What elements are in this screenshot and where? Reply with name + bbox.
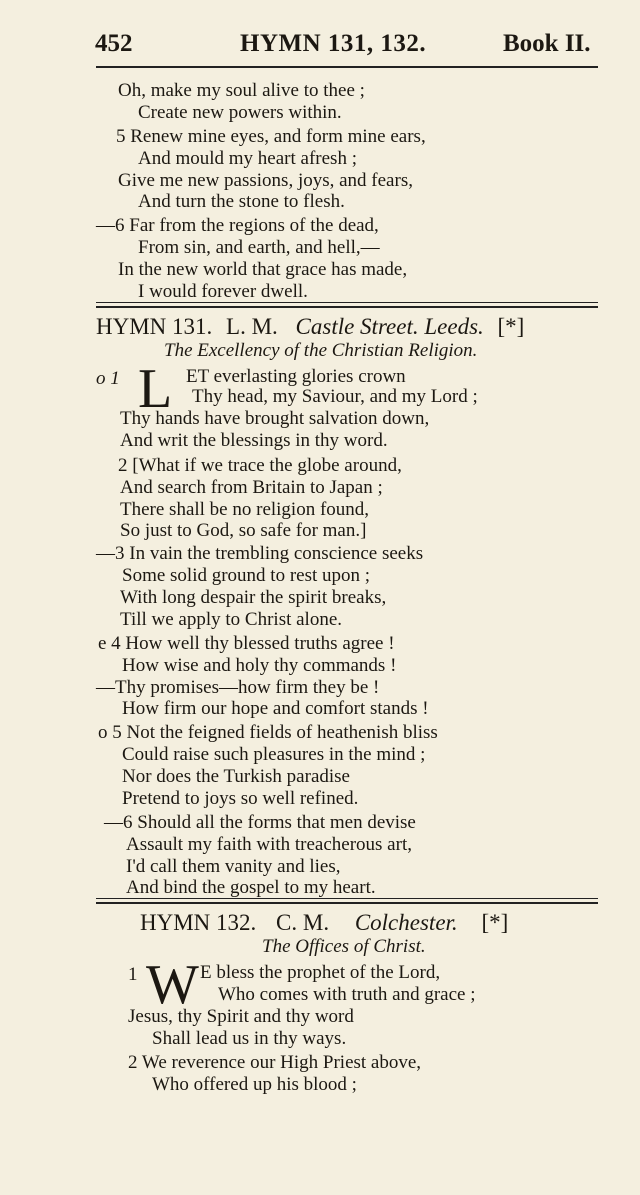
verse-line: And mould my heart afresh ;	[138, 148, 357, 169]
verse-line: In the new world that grace has made,	[118, 259, 408, 280]
verse-line: And bind the gospel to my heart.	[126, 877, 376, 898]
verse-line: And writ the blessings in thy word.	[120, 430, 388, 451]
verse-line: So just to God, so safe for man.]	[120, 520, 367, 541]
drop-cap: L	[138, 358, 173, 420]
verse-line: 2 We reverence our High Priest above,	[128, 1052, 422, 1073]
verse-line: I'd call them vanity and lies,	[126, 856, 341, 877]
verse-line: ET everlasting glories crown	[186, 366, 406, 387]
verse-line: Who comes with truth and grace ;	[218, 984, 476, 1005]
hymn-heading	[96, 314, 524, 340]
verse-line: Thy head, my Saviour, and my Lord ;	[192, 386, 478, 407]
running-title: HYMN 131, 132.	[240, 30, 427, 57]
verse-line: And turn the stone to flesh.	[138, 191, 345, 212]
verse-line: How wise and holy thy commands !	[122, 655, 397, 676]
verse-line: E bless the prophet of the Lord,	[200, 962, 441, 983]
verse-line: Create new powers within.	[138, 102, 342, 123]
verse-line: Pretend to joys so well refined.	[122, 788, 359, 809]
verse-line: o 5 Not the feigned fields of heathenish bliss	[98, 722, 438, 743]
verse-line: Jesus, thy Spirit and thy word	[128, 1006, 354, 1027]
hymn-subtitle: The Excellency of the Christian Religion.	[164, 340, 478, 361]
verse-line: e 4 How well thy blessed truths agree !	[98, 633, 395, 654]
verse-line: —6 Far from the regions of the dead,	[96, 215, 379, 236]
page-header	[0, 30, 640, 66]
verse-line: —3 In vain the trembling conscience seeks	[96, 543, 424, 564]
verse-line: I would forever dwell.	[138, 281, 308, 302]
page-number: 452	[95, 30, 133, 57]
stanza-number: o 1	[96, 368, 120, 389]
section-rule	[96, 902, 598, 904]
section-rule	[96, 306, 598, 308]
hymn-number: HYMN 132.	[140, 910, 257, 935]
hymn-heading	[140, 910, 508, 936]
verse-line: 2 [What if we trace the globe around,	[118, 455, 402, 476]
verse-line: Oh, make my soul alive to thee ;	[118, 80, 365, 101]
verse-line: With long despair the spirit breaks,	[120, 587, 387, 608]
verse-line: How firm our hope and comfort stands !	[122, 698, 429, 719]
stanza-number: 1	[128, 964, 138, 985]
hymn-meter: L. M.	[226, 314, 278, 339]
verse-line: Assault my faith with treacherous art,	[126, 834, 412, 855]
hymn-tune: Colchester.	[354, 910, 458, 935]
hymn-number: HYMN 131.	[96, 314, 213, 339]
verse-line: Till we apply to Christ alone.	[120, 609, 343, 630]
verse-line: —6 Should all the forms that men devise	[104, 812, 416, 833]
hymn-subtitle: The Offices of Christ.	[262, 936, 426, 957]
verse-line: Thy hands have brought salvation down,	[120, 408, 430, 429]
verse-line: —Thy promises—how firm they be !	[96, 677, 380, 698]
verse-line: Some solid ground to rest upon ;	[122, 565, 371, 586]
hymn-mark: [*]	[497, 314, 525, 339]
drop-cap: W	[146, 954, 199, 1016]
verse-line: Nor does the Turkish paradise	[122, 766, 350, 787]
verse-line: Could raise such pleasures in the mind ;	[122, 744, 426, 765]
verse-line: From sin, and earth, and hell,—	[138, 237, 380, 258]
section-rule	[96, 302, 598, 303]
hymn-tunes: Castle Street. Leeds.	[295, 314, 484, 339]
verse-line: Shall lead us in thy ways.	[152, 1028, 347, 1049]
verse-line: Who offered up his blood ;	[152, 1074, 357, 1095]
header-rule	[96, 66, 598, 68]
book-label: Book II.	[503, 30, 591, 57]
verse-line: There shall be no religion found,	[120, 499, 370, 520]
hymn-meter: C. M.	[276, 910, 330, 935]
hymn-mark: [*]	[481, 910, 509, 935]
section-rule	[96, 898, 598, 899]
verse-line: Give me new passions, joys, and fears,	[118, 170, 413, 191]
verse-line: 5 Renew mine eyes, and form mine ears,	[116, 126, 426, 147]
verse-line: And search from Britain to Japan ;	[120, 477, 383, 498]
